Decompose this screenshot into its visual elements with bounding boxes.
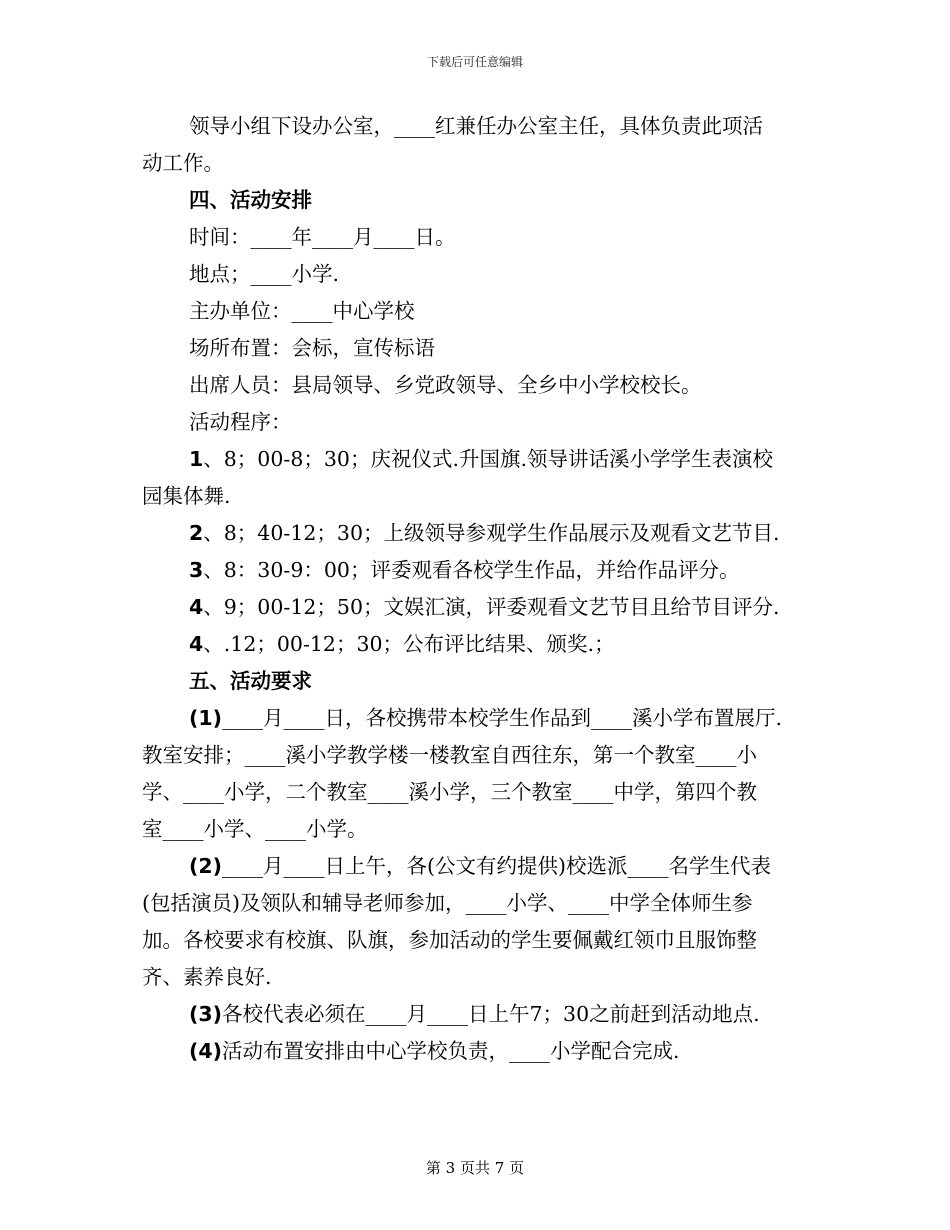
line-text: 四、活动安排 [189,188,312,212]
line-text: (包括演员)及领队和辅导老师参加，____小学、____中学全体师生参 [142,891,753,915]
text-line [142,1033,822,1070]
line-text: 教室安排；____溪小学教学楼一楼教室自西往东，第一个教室____小 [142,743,757,767]
text-line [142,367,822,404]
list-number: (4) [189,1039,223,1063]
text-line [142,811,822,848]
section-heading [142,663,822,700]
text-line [142,700,822,737]
line-text: 、.12；00-12；30；公布评比结果、颁奖.； [203,632,615,656]
document-body [142,108,822,1070]
text-line [142,478,822,515]
line-text: ____月____日，各校携带本校学生作品到____溪小学布置展厅. [222,706,783,730]
line-text: 主办单位：____中心学校 [189,299,415,323]
text-line [142,774,822,811]
list-number: 4 [189,595,204,619]
section-heading [142,182,822,219]
text-line [142,330,822,367]
line-text: 齐、素养良好. [142,965,272,989]
line-text: 、8：30-9：00；评委观看各校学生作品，并给作品评分。 [203,558,740,582]
list-number: 3 [189,558,204,582]
page-header: 下载后可任意编辑 [426,55,523,69]
text-line [142,885,822,922]
text-line [142,293,822,330]
line-text: 时间：____年____月____日。 [189,225,456,249]
line-text: 室____小学、____小学。 [142,817,368,841]
line-text: 学、____小学，二个教室____溪小学，三个教室____中学，第四个教 [142,780,757,804]
text-line [142,404,822,441]
line-text: 各校代表必须在____月____日上午7；30之前赶到活动地点. [222,1002,760,1026]
list-number: (3) [189,1002,223,1026]
text-line [142,626,822,663]
list-number: (2) [189,854,223,878]
page-footer: 第 3 页共 7 页 [425,1159,525,1177]
text-line [142,256,822,293]
line-text: 、8；40-12；30；上级领导参观学生作品展示及观看文艺节目. [203,521,780,545]
list-number: 1 [189,447,204,471]
text-line [142,737,822,774]
list-number: (1) [189,706,223,730]
line-text: 场所布置：会标，宣传标语 [189,336,435,360]
line-text: 出席人员：县局领导、乡党政领导、全乡中小学校校长。 [189,373,702,397]
line-text: 加。各校要求有校旗、队旗，参加活动的学生要佩戴红领巾且服饰整 [142,928,757,952]
line-text: 园集体舞. [142,484,231,508]
text-line [142,589,822,626]
text-line [142,996,822,1033]
text-line [142,515,822,552]
text-line [142,219,822,256]
line-text: 动工作。 [142,151,224,175]
line-text: 、9；00-12；50；文娱汇演，评委观看文艺节目且给节目评分. [203,595,780,619]
text-line [142,552,822,589]
text-line [142,848,822,885]
line-text: 活动程序： [189,410,292,434]
text-line [142,108,822,145]
line-text: 、8；00-8；30；庆祝仪式.升国旗.领导讲话溪小学学生表演校 [203,447,773,471]
text-line [142,959,822,996]
line-text: ____月____日上午，各(公文有约提供)校选派____名学生代表 [222,854,772,878]
line-text: 地点；____小学. [189,262,340,286]
list-number: 4 [189,632,204,656]
list-number: 2 [189,521,204,545]
line-text: 领导小组下设办公室，____红兼任办公室主任，具体负责此项活 [189,114,763,138]
line-text: 活动布置安排由中心学校负责，____小学配合完成. [222,1039,680,1063]
text-line [142,441,822,478]
text-line [142,145,822,182]
line-text: 五、活动要求 [189,669,312,693]
text-line [142,922,822,959]
